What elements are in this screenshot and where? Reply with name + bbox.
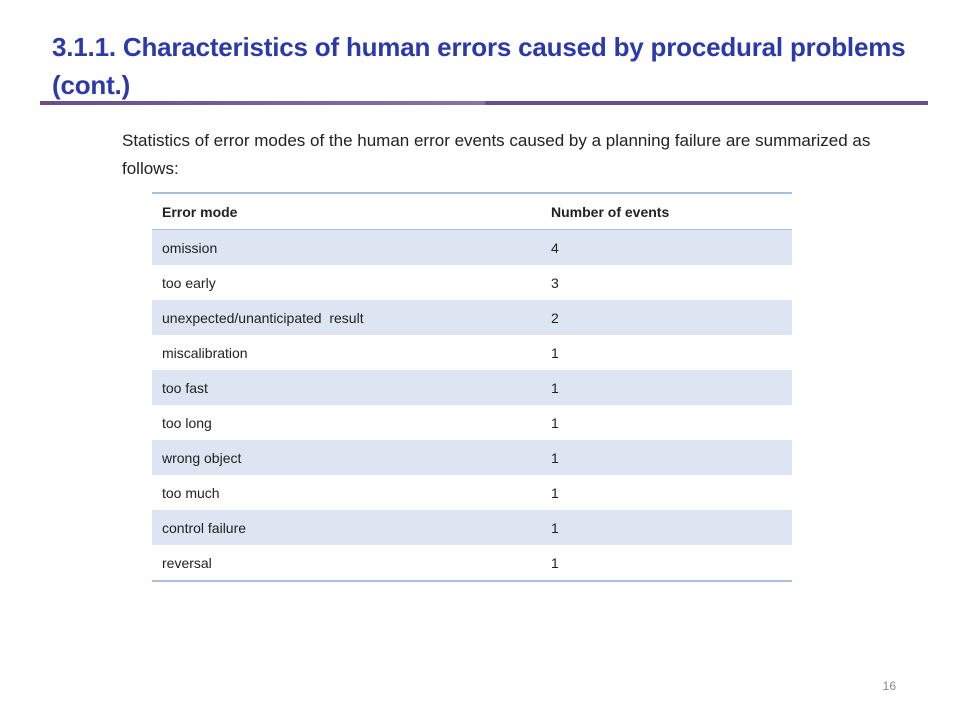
intro-text: Statistics of error modes of the human error events caused by a planning failure are summarized as follows: xyxy=(122,131,871,178)
error-mode-cell: omission xyxy=(162,239,218,256)
error-mode-cell: unexpected/unanticipated result xyxy=(162,309,364,326)
page-number: 16 xyxy=(882,679,896,693)
event-count-cell: 1 xyxy=(551,449,559,466)
slide-title: 3.1.1. Characteristics of human errors caused by procedural problems (cont.) xyxy=(52,32,906,100)
table-header-row xyxy=(152,194,792,230)
error-mode-cell: too early xyxy=(162,274,216,291)
error-mode-cell: too long xyxy=(162,414,212,431)
header-number-of-events: Number of events xyxy=(551,203,670,220)
table-row xyxy=(152,510,792,545)
title-divider xyxy=(40,101,928,105)
error-mode-cell: miscalibration xyxy=(162,344,248,361)
event-count-cell: 1 xyxy=(551,414,559,431)
header-error-mode: Error mode xyxy=(162,203,238,220)
error-mode-cell: too fast xyxy=(162,379,208,396)
error-mode-cell: control failure xyxy=(162,519,247,536)
table-row xyxy=(152,370,792,405)
table-row xyxy=(152,335,792,370)
title-divider-gradient xyxy=(40,101,485,105)
event-count-cell: 1 xyxy=(551,344,559,361)
event-count-cell: 3 xyxy=(551,274,559,291)
error-mode-table xyxy=(152,192,792,582)
event-count-cell: 1 xyxy=(551,484,559,501)
event-count-cell: 1 xyxy=(551,554,559,571)
table-row xyxy=(152,545,792,580)
table-row xyxy=(152,475,792,510)
table-row xyxy=(152,440,792,475)
event-count-cell: 4 xyxy=(551,239,559,256)
error-mode-cell: wrong object xyxy=(162,449,242,466)
error-mode-cell: reversal xyxy=(162,554,212,571)
event-count-cell: 1 xyxy=(551,379,559,396)
table-row xyxy=(152,405,792,440)
event-count-cell: 2 xyxy=(551,309,559,326)
table-row xyxy=(152,265,792,300)
error-mode-cell: too much xyxy=(162,484,220,501)
table-row xyxy=(152,300,792,335)
event-count-cell: 1 xyxy=(551,519,559,536)
table-row xyxy=(152,230,792,265)
